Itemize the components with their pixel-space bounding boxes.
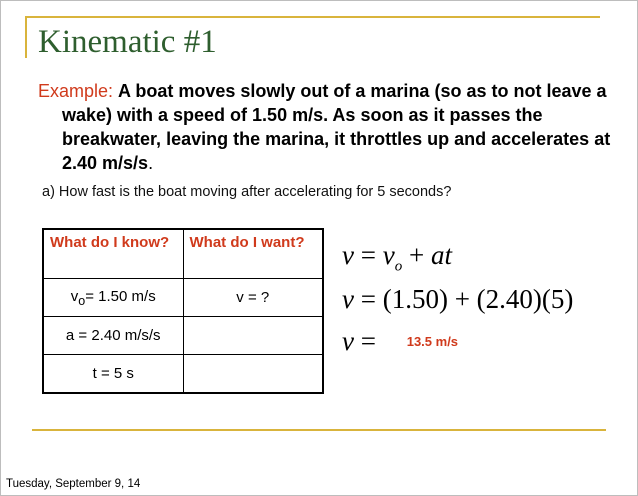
equation-formula: $v = v_o$ + at: [342, 240, 452, 275]
top-rule: [25, 16, 600, 18]
example-end: .: [148, 153, 154, 173]
table-row: [43, 317, 323, 355]
wanted-empty: [183, 317, 323, 355]
table-row: [43, 279, 323, 317]
wanted-velocity: v = ?: [183, 279, 323, 317]
footer-date: Tuesday, September 9, 14: [6, 478, 141, 490]
known-initial-velocity: $v_o= 1.50$ m/s: [43, 279, 183, 317]
equation-result: v = 13.5 m/s: [342, 326, 459, 356]
header-know: What do I know?: [43, 229, 183, 279]
bottom-rule: [32, 429, 606, 431]
example-paragraph: [38, 79, 622, 175]
slide-title: Kinematic #1: [38, 24, 217, 60]
example-lead: Example:: [38, 81, 119, 101]
known-acceleration: a = 2.40 m/s/s: [43, 317, 183, 355]
know-want-table: [42, 228, 324, 394]
table-row: [43, 355, 323, 394]
side-rule: [25, 16, 27, 58]
question-a: a) How fast is the boat moving after accelerating for 5 seconds?: [42, 184, 452, 200]
equation-substitution: v = (1.50) + (2.40)(5): [342, 284, 574, 314]
answer-value: 13.5 m/s: [406, 334, 459, 349]
known-time: t = 5 s: [43, 355, 183, 394]
example-body: A boat moves slowly out of a marina (so as to not leave a wake) with a speed of 1.50 m/s. As soon as it passes the breakwater, leaving the marina, it throttles up and accelerates at 2.40 m/s/s: [62, 81, 611, 173]
table-header-row: [43, 229, 323, 279]
header-want: What do I want?: [183, 229, 323, 279]
wanted-empty: [183, 355, 323, 394]
